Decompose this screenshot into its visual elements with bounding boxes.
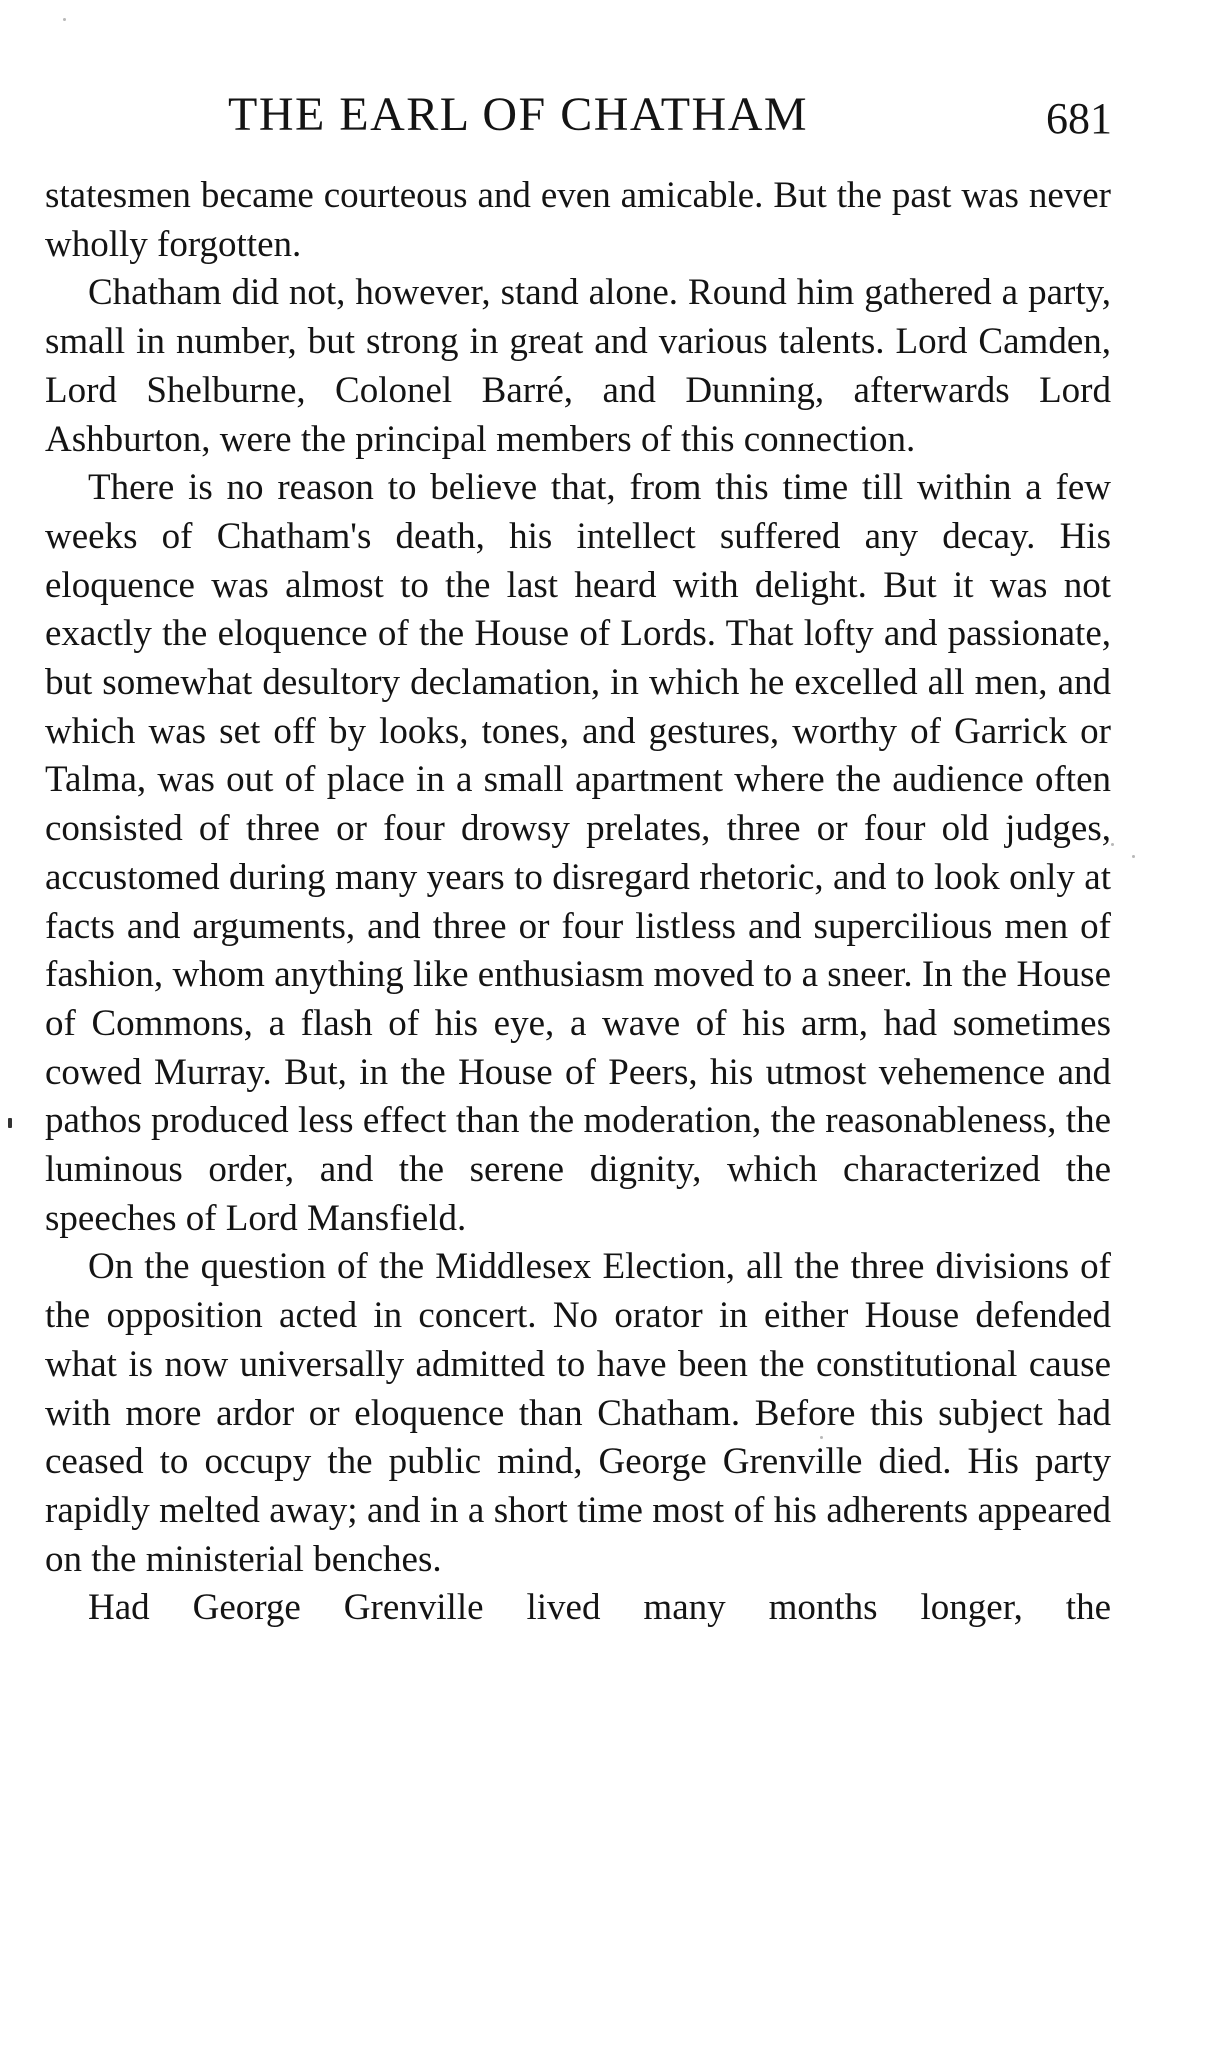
paragraph-chatham-eloquence: There is no reason to believe that, from this time till within a few weeks of Chatham's death, his intellect suffered any decay. His eloquence was almost to the last heard with delight. But it was not exactly the eloquence of the House of Lords. That lofty and passionate, but somewhat desultory declamation, in which he excelled all men, and which was set off by looks, tones, and gestures, worthy of Garrick or Talma, was out of place in a small apartment where the audience often consisted of three or four drowsy prelates, three or four old judges, accustomed during many years to disregard rhetoric, and to look only at facts and arguments, and three or four listless and supercilious men of fashion, whom anything like enthusiasm moved to a sneer. In the House of Commons, a flash of his eye, a wave of his arm, had sometimes cowed Murray. But, in the House of Peers, his utmost vehemence and pathos produced less effect than the moderation, the reasonableness, the luminous order, and the serene dignity, which characterized the speeches of Lord Mansfield. [45, 467, 1111, 1239]
running-title: THE EARL OF CHATHAM [228, 88, 809, 141]
paper-fleck [820, 1436, 823, 1439]
paragraph-continuation: statesmen became courteous and even amicable. But the past was never wholly forgotten. [45, 175, 1111, 265]
paragraph-middlesex-election: On the question of the Middlesex Election, all the three divisions of the opposition acted in concert. No orator in either House defended what is now universally admitted to have been the constitutional cause with more ardor or eloquence than Chatham. Before this subject had ceased to occupy the public mind, George Grenville died. His party rapidly melted away; and in a short time most of his adherents appeared on the ministerial benches. [45, 1246, 1111, 1580]
page-number: 681 [1046, 94, 1112, 143]
body-text [45, 172, 1111, 1633]
paper-fleck [63, 18, 66, 21]
running-head [0, 85, 1215, 145]
paper-fleck [1111, 843, 1114, 846]
paragraph-grenville-continuation: Had George Grenville lived many months longer, the [88, 1587, 1111, 1629]
paper-fleck [1132, 855, 1135, 858]
paragraph-chatham-party: Chatham did not, however, stand alone. Round him gathered a party, small in number, but strong in great and various talents. Lord Camden, Lord Shelburne, Colonel Barré, and Dunning, afterwards Lord Ashburton, were the principal members of this connection. [45, 272, 1111, 460]
margin-mark [8, 1118, 12, 1128]
